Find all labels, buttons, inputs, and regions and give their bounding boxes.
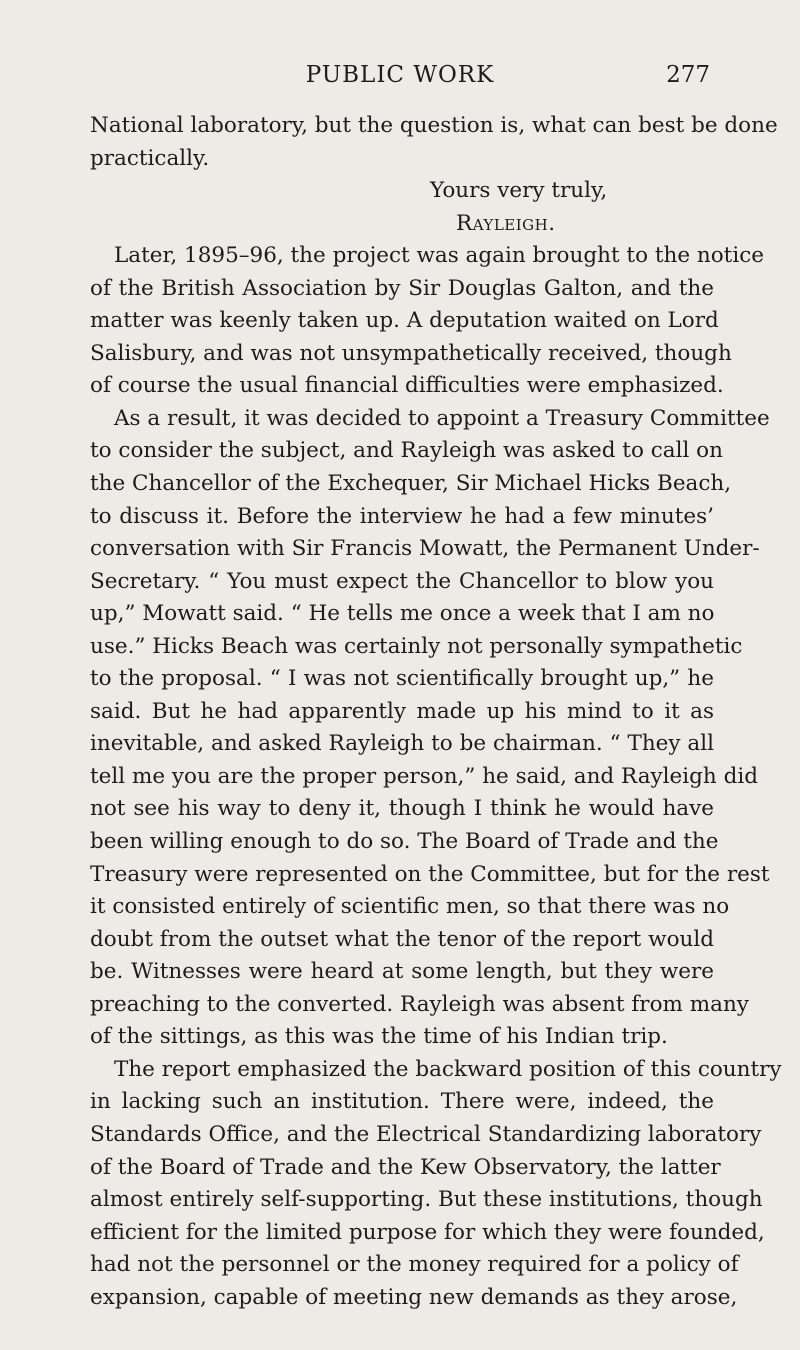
text-line: Secretary. “ You must expect the Chancellor to blow you: [90, 568, 714, 594]
text-line: the Chancellor of the Exchequer, Sir Michael Hicks Beach,: [90, 471, 732, 497]
text-line: matter was keenly taken up. A deputation waited on Lord: [90, 308, 719, 334]
text-line: inevitable, and asked Rayleigh to be chairman. “ They all: [90, 731, 714, 757]
text-line: of course the usual financial difficulties were emphasized.: [90, 373, 724, 399]
text-line: tell me you are the proper person,” he said, and Rayleigh did: [90, 763, 758, 789]
text-line: Standards Office, and the Electrical Standardizing laboratory: [90, 1121, 762, 1147]
text-line: had not the personnel or the money required for a policy of: [90, 1252, 739, 1278]
text-line: practically.: [90, 145, 210, 171]
running-head: [90, 62, 710, 94]
paragraph-start: The report emphasized the backward position of this country: [114, 1056, 782, 1082]
text-line: National laboratory, but the question is, what can best be done: [90, 113, 778, 138]
text-line: of the British Association by Sir Douglas Galton, and the: [90, 275, 714, 301]
text-line: conversation with Sir Francis Mowatt, the Permanent Under-: [90, 536, 760, 562]
letter-signature: Rayleigh.: [456, 210, 556, 236]
text-line: doubt from the outset what the tenor of the report would: [90, 926, 714, 952]
text-line: up,” Mowatt said. “ He tells me once a week that I am no: [90, 601, 715, 627]
paragraph-start: As a result, it was decided to appoint a Treasury Committee: [114, 405, 770, 431]
paragraph-start: Later, 1895–96, the project was again brought to the notice: [114, 243, 764, 269]
text-line: preaching to the converted. Rayleigh was absent from many: [90, 991, 749, 1017]
text-line: to consider the subject, and Rayleigh was asked to call on: [90, 438, 723, 464]
text-line: been willing enough to do so. The Board of Trade and the: [90, 829, 719, 855]
letter-closing: Yours very truly,: [430, 178, 608, 204]
text-line: not see his way to deny it, though I think he would have: [90, 796, 714, 822]
body-text: [90, 110, 782, 1314]
text-line: said. But he had apparently made up his mind to it as: [90, 698, 714, 724]
text-line: of the sittings, as this was the time of his Indian trip.: [90, 1024, 668, 1050]
text-line: use.” Hicks Beach was certainly not personally sympathetic: [90, 633, 743, 659]
text-line: be. Witnesses were heard at some length, but they were: [90, 959, 714, 985]
page-number: 277: [666, 62, 710, 88]
text-line: efficient for the limited purpose for which they were founded,: [90, 1219, 765, 1245]
text-line: Treasury were represented on the Committee, but for the rest: [90, 861, 770, 887]
text-line: of the Board of Trade and the Kew Observatory, the latter: [90, 1154, 721, 1180]
running-title: PUBLIC WORK: [305, 62, 495, 88]
text-line: almost entirely self-supporting. But these institutions, though: [90, 1187, 763, 1213]
text-line: in lacking such an institution. There were, indeed, the: [90, 1089, 714, 1115]
text-line: to discuss it. Before the interview he had a few minutes’: [90, 503, 714, 529]
text-line: Salisbury, and was not unsympathetically received, though: [90, 340, 732, 366]
text-line: expansion, capable of meeting new demands as they arose,: [90, 1284, 738, 1310]
text-line: it consisted entirely of scientific men, so that there was no: [90, 894, 730, 920]
text-line: to the proposal. “ I was not scientifically brought up,” he: [90, 666, 714, 692]
